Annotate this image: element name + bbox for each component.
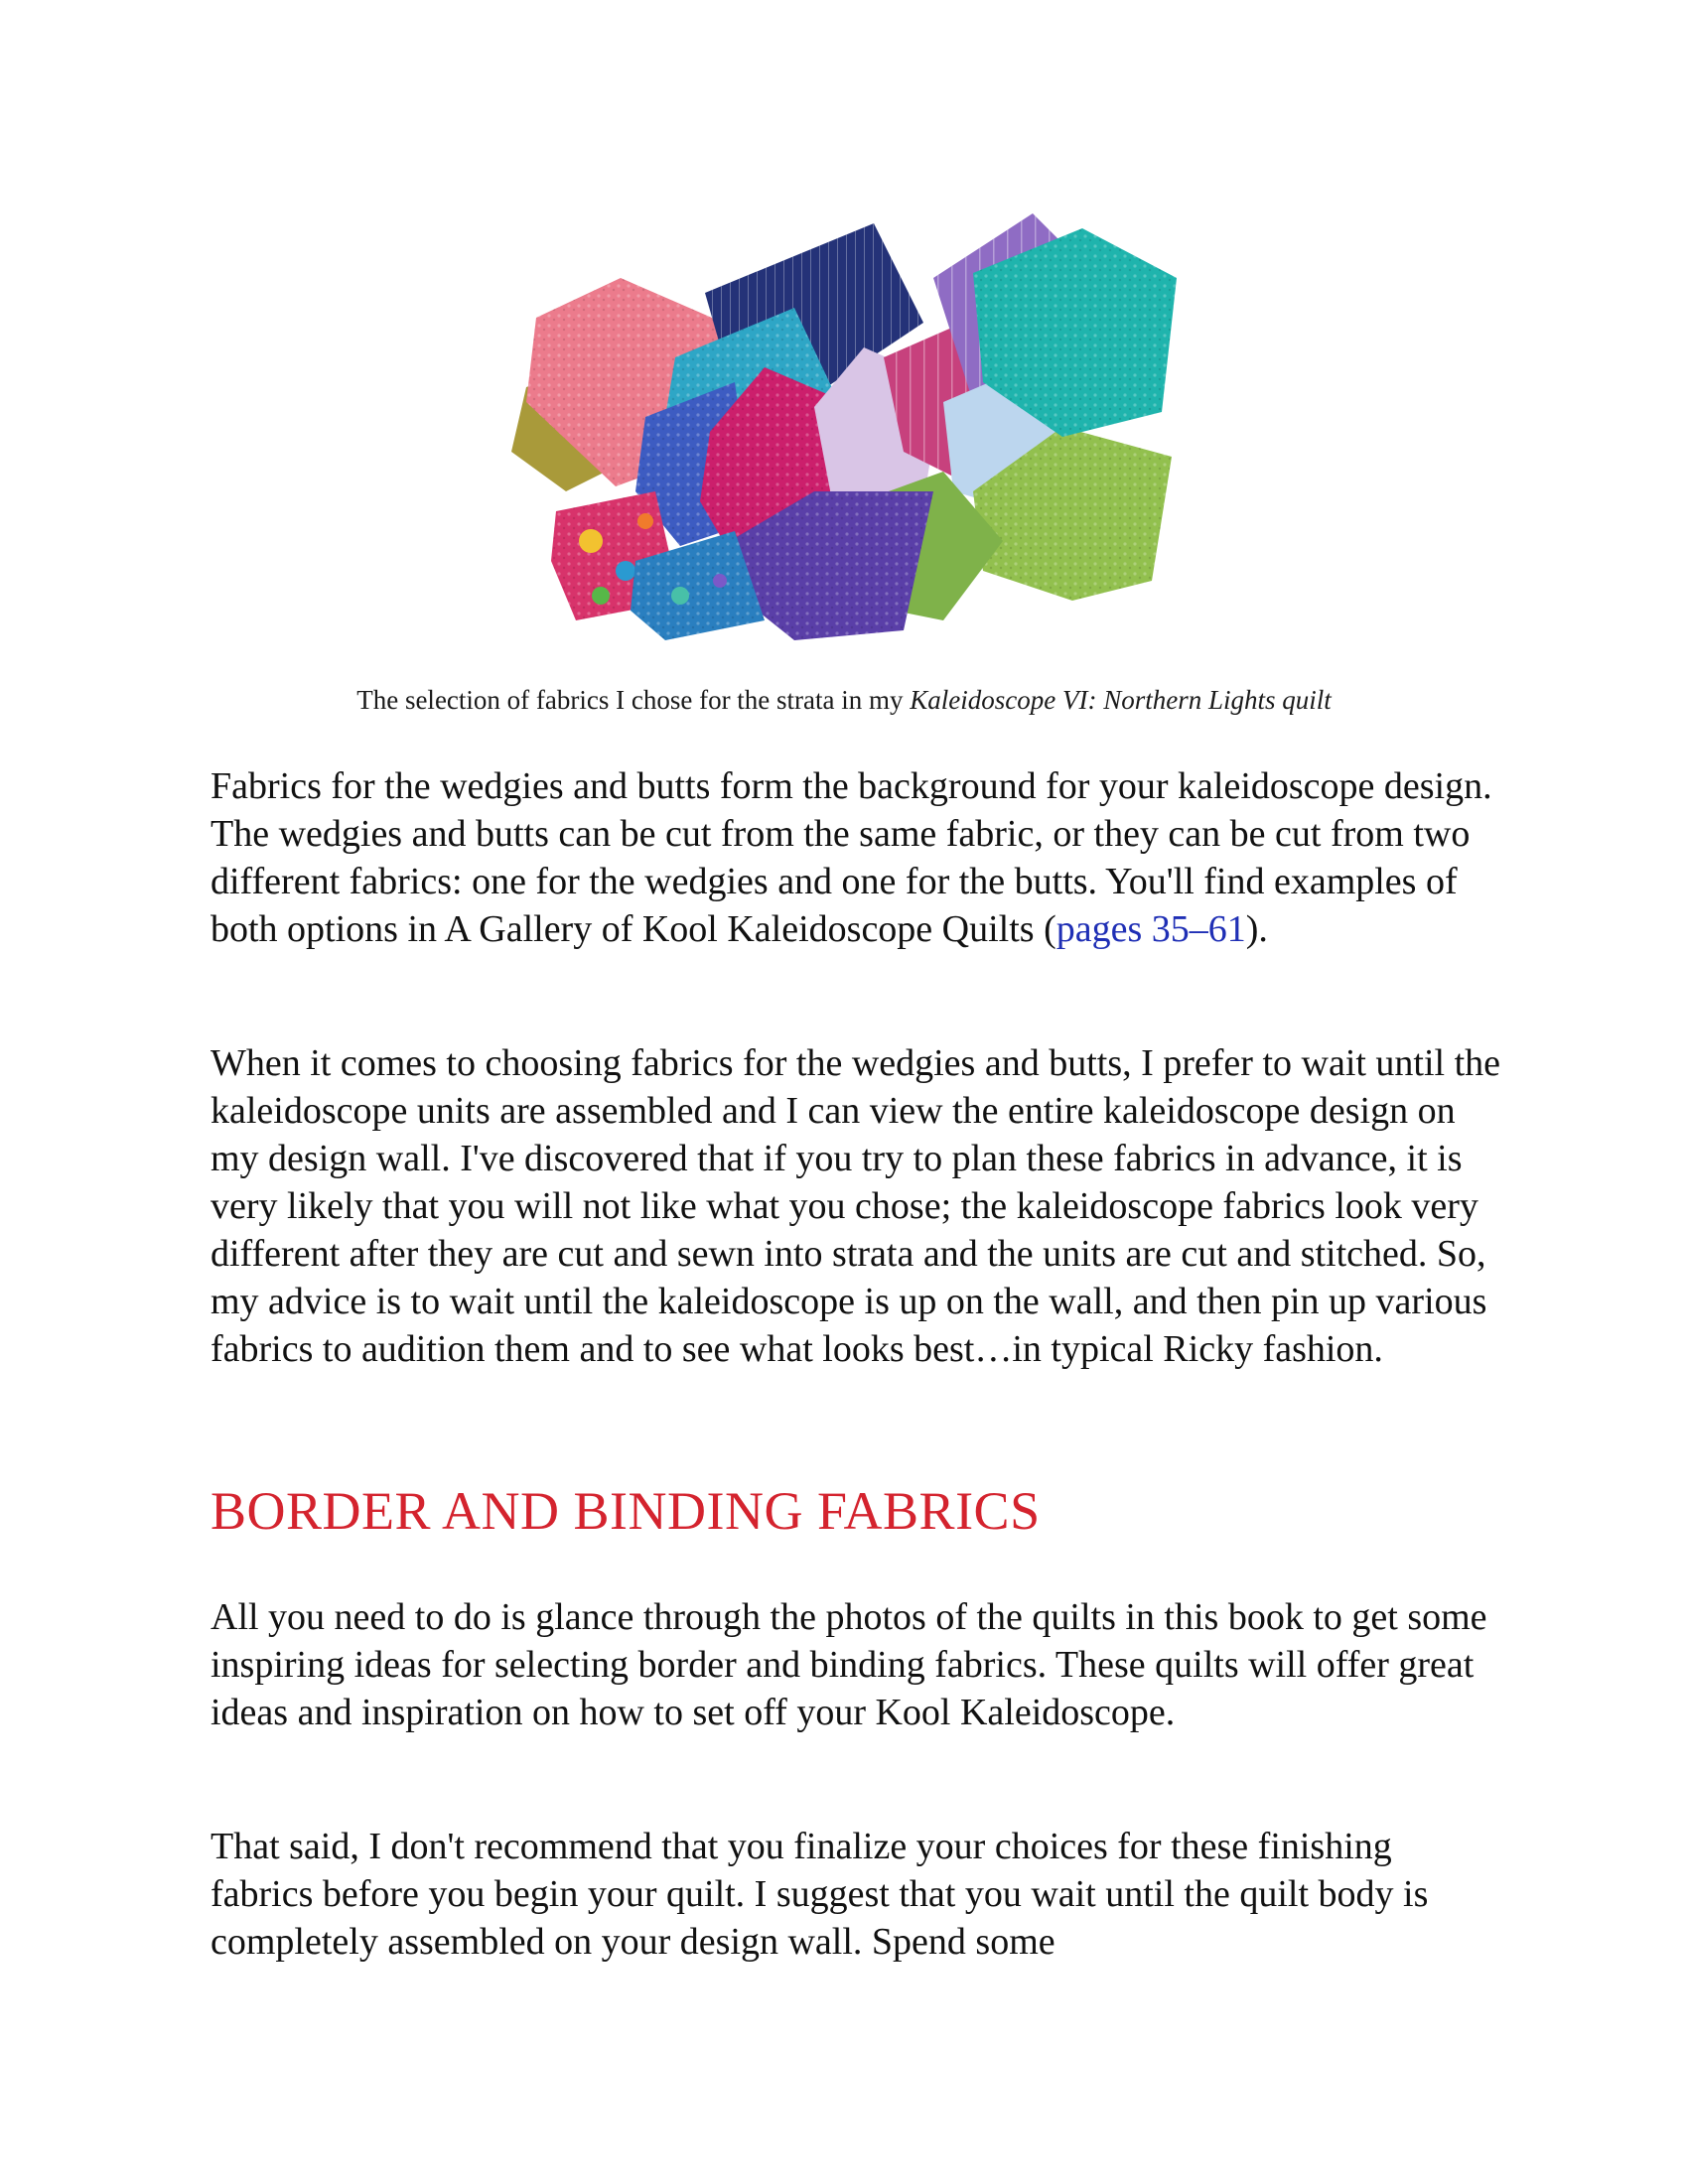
paragraph-text: Fabrics for the wedgies and butts form the background for your kaleidoscope design. The wedgies and butts can be cut from the same fabric, or they can be cut from two different fabrics: one for the wedgies and one for the butts. You'll find examples of both options in A Gallery of Kool Kaleidoscope Quilts ( (211, 765, 1492, 950)
pages-link[interactable]: pages 35–61 (1055, 908, 1246, 950)
fabric-swatches-illustration (506, 204, 1182, 640)
figure-caption (0, 683, 1688, 717)
paragraph-finishing-fabrics: That said, I don't recommend that you finalize your choices for these finishing fabrics before you begin your quilt. I suggest that you wait until the quilt body is completely assembled on your design wall. Spend some (211, 1826, 1429, 1963)
caption-quilt-title: Kaleidoscope VI: Northern Lights quilt (910, 685, 1332, 715)
paragraph-text-end: ). (1245, 908, 1268, 950)
section-heading: BORDER AND BINDING FABRICS (211, 1481, 1041, 1541)
paragraph-wedgies-butts (211, 762, 1501, 953)
fabric-swatches-photo (506, 204, 1182, 640)
caption-text: The selection of fabrics I chose for the strata in my (356, 685, 911, 715)
paragraph-choosing-fabrics: When it comes to choosing fabrics for the wedgies and butts, I prefer to wait until the kaleidoscope units are assembled and I can view the entire kaleidoscope design on my design wall. I've discovered that if you try to plan these fabrics in advance, it is very likely that you will not like what you chose; the kaleidoscope fabrics look very different after they are cut and sewn into strata and the units are cut and stitched. So, my advice is to wait until the kaleidoscope is up on the wall, and then pin up various fabrics to audition them and to see what looks best…in typical Ricky fashion. (211, 1042, 1501, 1370)
paragraph-border-ideas: All you need to do is glance through the photos of the quilts in this book to get some inspiring ideas for selecting border and binding fabrics. These quilts will offer great ideas and inspiration on how to set off your Kool Kaleidoscope. (211, 1596, 1487, 1733)
